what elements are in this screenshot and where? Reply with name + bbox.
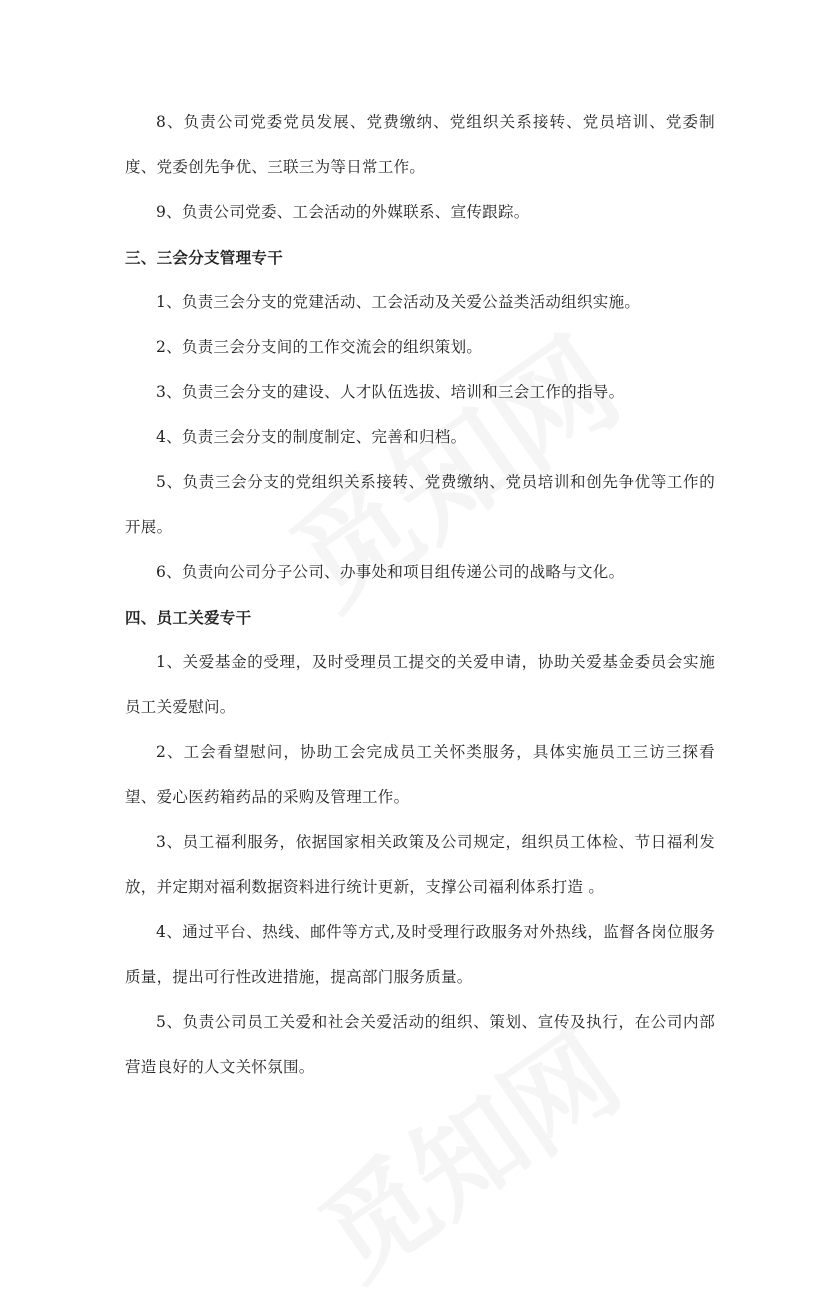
- paragraph: 4、通过平台、热线、邮件等方式,及时受理行政服务对外热线，监督各岗位服务质量，提出可行性改进措施，提高部门服务质量。: [125, 923, 715, 986]
- section-heading: 三、三会分支管理专干: [125, 248, 284, 267]
- paragraph: 3、负责三会分支的建设、人才队伍选拔、培训和三会工作的指导。: [156, 383, 625, 401]
- paragraph: 9、负责公司党委、工会活动的外媒联系、宣传跟踪。: [156, 203, 530, 221]
- paragraph: 2、工会看望慰问，协助工会完成员工关怀类服务，具体实施员工三访三探看望、爱心医药箱药品的采购及管理工作。: [125, 743, 715, 806]
- paragraph: 4、负责三会分支的制度制定、完善和归档。: [156, 428, 467, 446]
- paragraph: 5、负责公司员工关爱和社会关爱活动的组织、策划、宣传及执行，在公司内部营造良好的人文关怀氛围。: [125, 1013, 715, 1076]
- paragraph: 6、负责向公司分子公司、办事处和项目组传递公司的战略与文化。: [156, 563, 625, 581]
- paragraph: 8、负责公司党委党员发展、党费缴纳、党组织关系接转、党员培训、党委制度、党委创先争优、三联三为等日常工作。: [125, 113, 715, 176]
- paragraph: 2、负责三会分支间的工作交流会的组织策划。: [156, 338, 483, 356]
- paragraph: 1、关爱基金的受理，及时受理员工提交的关爱申请，协助关爱基金委员会实施员工关爱慰问。: [125, 653, 715, 716]
- paragraph: 1、负责三会分支的党建活动、工会活动及关爱公益类活动组织实施。: [156, 293, 641, 311]
- section-heading: 四、员工关爱专干: [125, 608, 252, 627]
- document-body: [125, 100, 715, 1090]
- paragraph: 5、负责三会分支的党组织关系接转、党费缴纳、党员培训和创先争优等工作的开展。: [125, 473, 715, 536]
- paragraph: 3、员工福利服务，依据国家相关政策及公司规定，组织员工体检、节日福利发放，并定期对福利数据资料进行统计更新，支撑公司福利体系打造 。: [125, 833, 715, 896]
